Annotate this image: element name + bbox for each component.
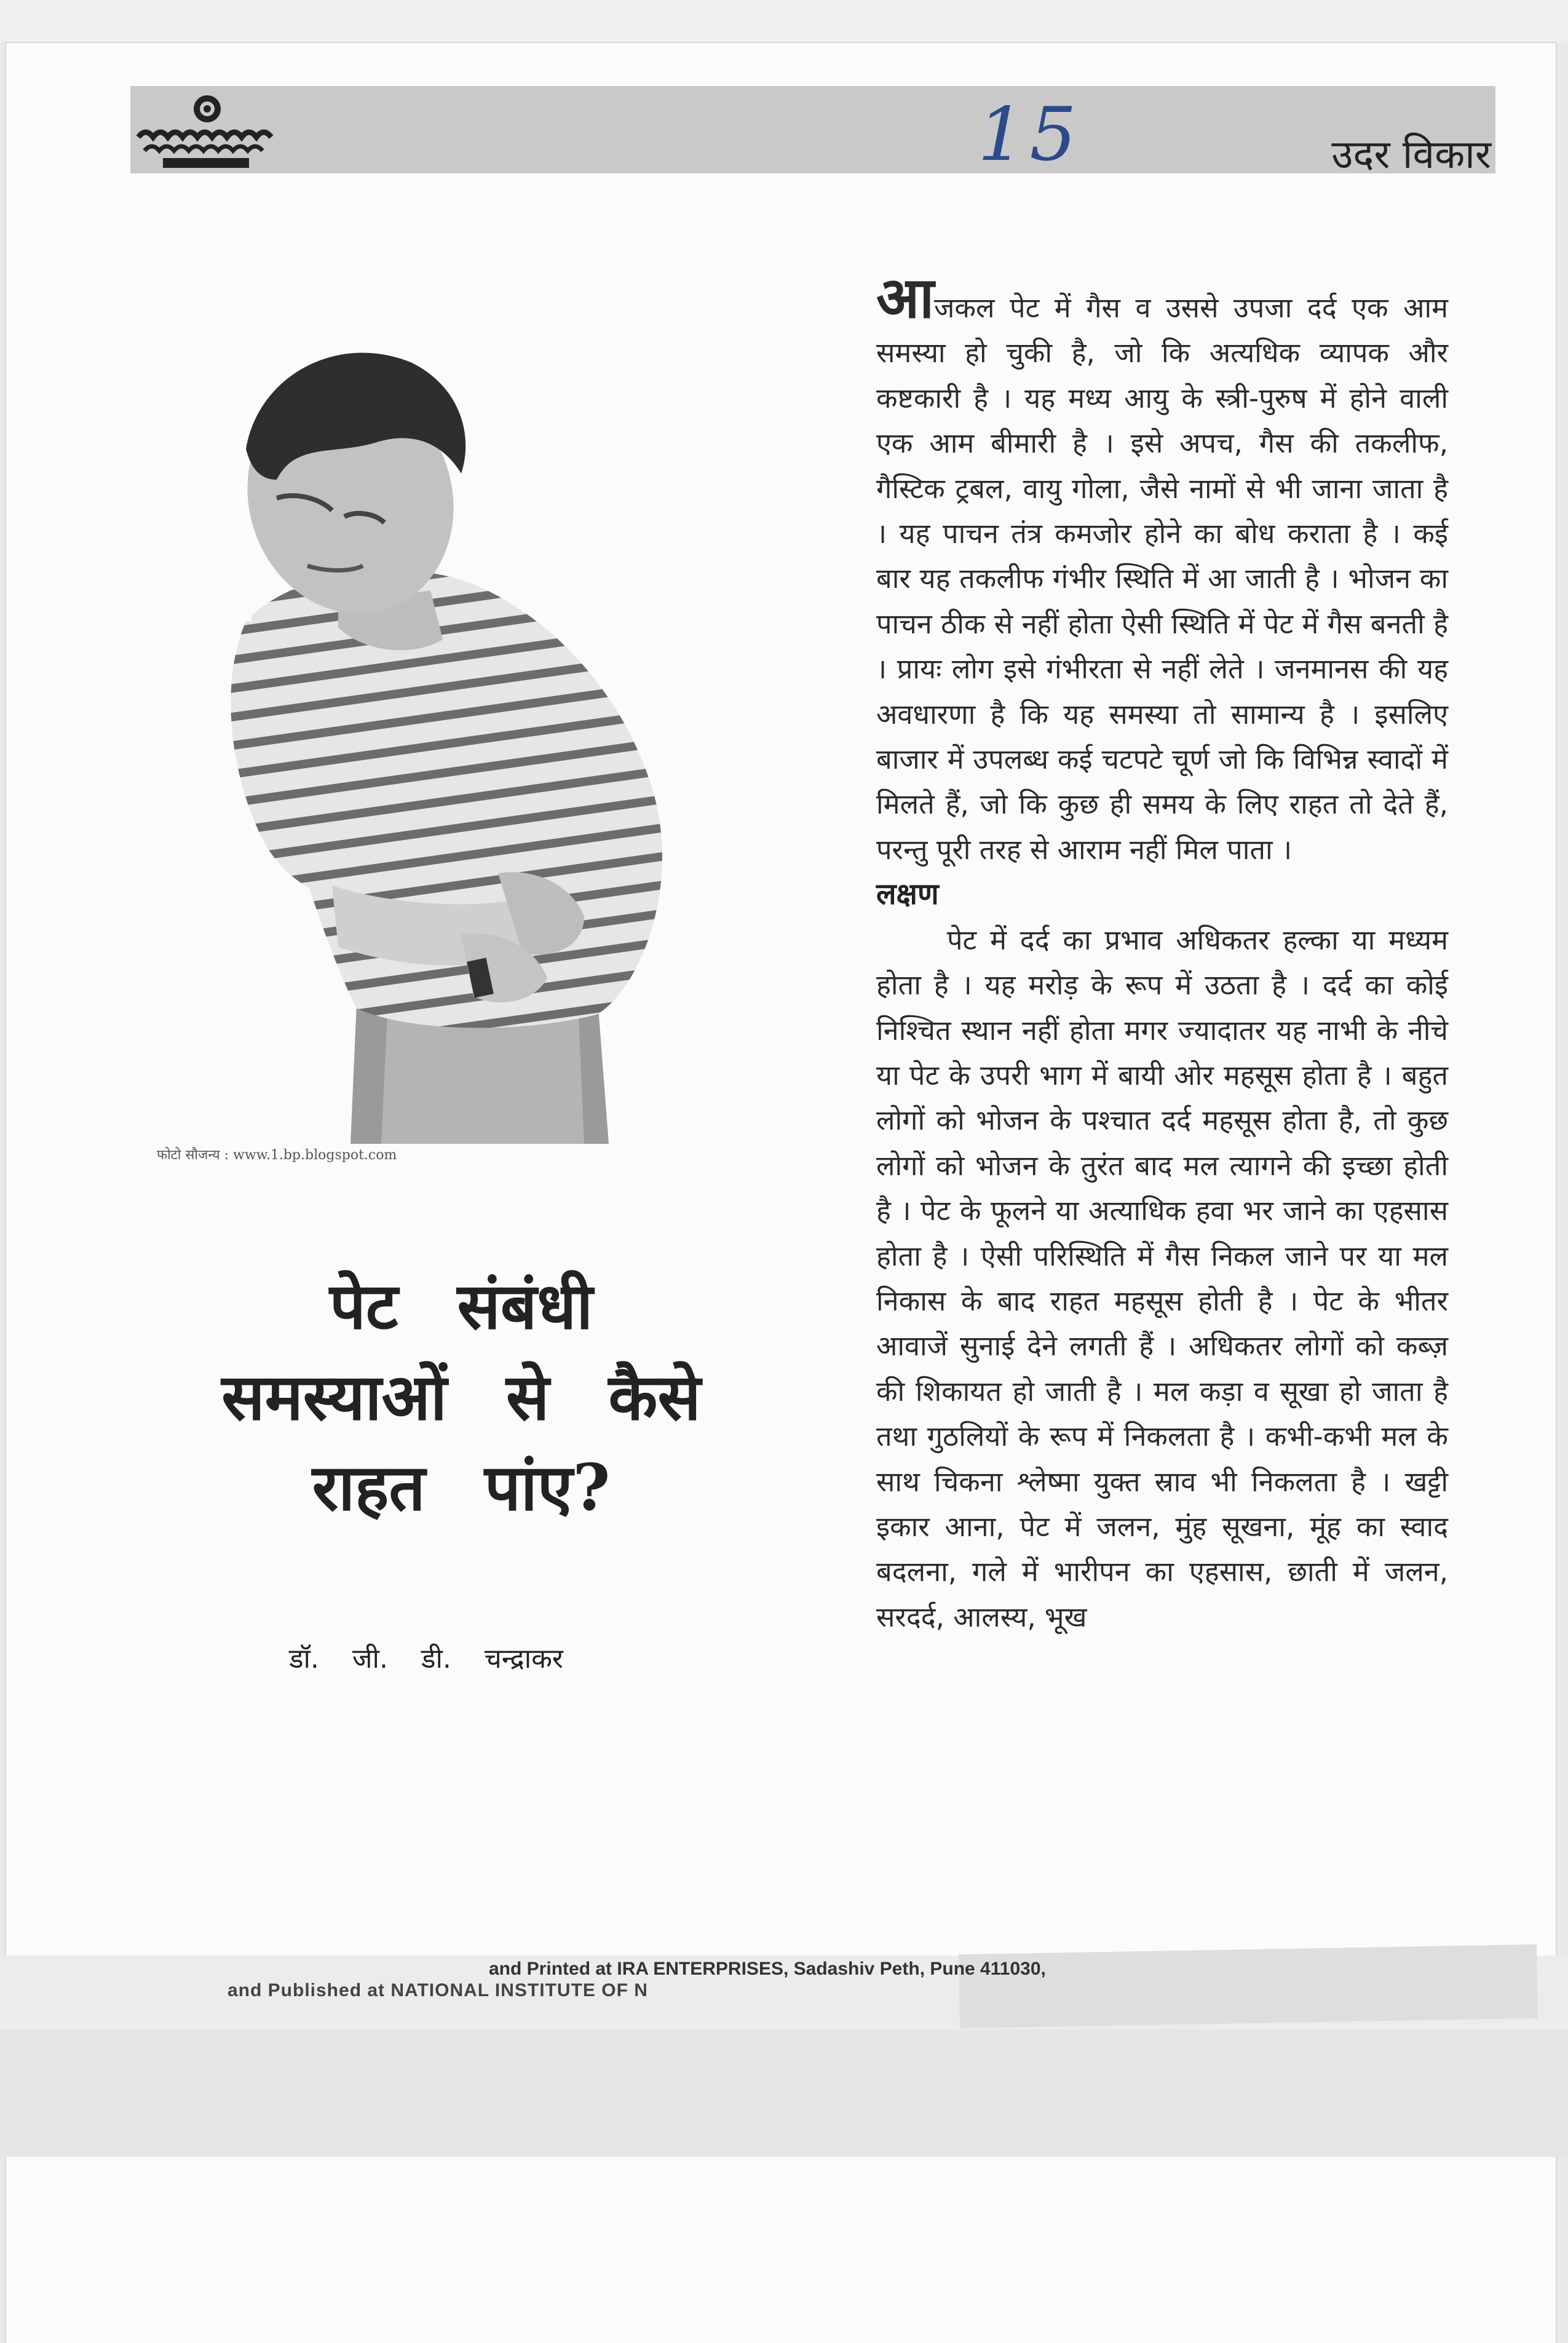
drop-cap: आ [876, 265, 935, 331]
printer-line: and Printed at IRA ENTERPRISES, Sadashiv Peth, Pune 411030, [489, 1959, 1046, 1979]
photo-credit: फोटो सौजन्य : www.1.bp.blogspot.com [157, 1148, 397, 1163]
scan-background-bottom [0, 2029, 1568, 2157]
man-with-stomach-ache-photo [154, 295, 719, 1144]
scan-background-top [0, 0, 1568, 43]
symptoms-paragraph: पेट में दर्द का प्रभाव अधिकतर हल्का या मध्यम होता है । यह मरोड़ के रूप में उठता है । दर्द का कोई निश्चित स्थान नहीं होता मगर ज्यादातर यह नाभी के नीचे या पेट के उपरी भाग में बायी ओर महसूस होता है । बहुत लोगों को भोजन के पश्चात दर्द महसूस होता है, तो कुछ लोगों को भोजन के तुरंत बाद मल त्यागने की इच्छा होती है । पेट के फूलने या अत्याधिक हवा भर जाने का एहसास होता है । ऐसी परिस्थिति में गैस निकल जाने पर या मल निकास के बाद राहत महसूस होती है । पेट के भीतर आवाजें सुनाई देने लगती हैं । अधिकतर लोगों को कब्ज़ की शिकायत हो जाती है । मल कड़ा व सूखा हो जाता है तथा गुठलियों के रूप में निकलता है । कभी-कभी मल के साथ चिकना श्लेष्मा युक्त स्राव भी निकलता है । खट्टी इकार आना, पेट में जलन, मुंह सूखना, मूंह का स्वाद बदलना, गले में भारीपन का एहसास, छाती में जलन, सरदर्द, आलस्य, भूख [876, 923, 1448, 1633]
torn-label-strip [959, 1945, 1538, 2028]
publisher-line: and Published at NATIONAL INSTITUTE OF N [228, 1980, 648, 2000]
section-title: उदर विकार [1331, 132, 1491, 178]
sun-waves-logo-icon [132, 89, 280, 169]
article-body [876, 265, 1448, 1639]
symptoms-heading: लक्षण [876, 877, 939, 912]
article-headline: पेट संबंधी समस्याओं से कैसे राहत पांए? [221, 1268, 701, 1526]
page-number: 15 [978, 92, 1082, 178]
header-band [130, 86, 1495, 173]
intro-text: जकल पेट में गैस व उससे उपजा दर्द एक आम समस्या हो चुकी है, जो कि अत्यधिक व्यापक और कष्टकारी है । यह मध्य आयु के स्त्री-पुरुष में होने वाली एक आम बीमारी है । इसे अपच, गैस की तकलीफ, गैस्टिक ट्रबल, वायु गोला, जैसे नामों से भी जाना जाता है । यह पाचन तंत्र कमजोर होने का बोध कराता है । कई बार यह तकलीफ गंभीर स्थिति में आ जाती है । भोजन का पाचन ठीक से नहीं होता ऐसी स्थिति में पेट में गैस बनती है । प्रायः लोग इसे गंभीरता से नहीं लेते । जनमानस की यह अवधारणा है कि यह समस्या तो सामान्य है । इसलिए बाजार में उपलब्ध कई चटपटे चूर्ण जो कि विभिन्न स्वादों में मिलते हैं, जो कि कुछ ही समय के लिए राहत तो देते हैं, परन्तु पूरी तरह से आराम नहीं मिल पाता । [876, 291, 1448, 866]
author-name: डॉ. जी. डी. चन्द्राकर [289, 1643, 563, 1675]
intro-paragraph [876, 265, 1448, 872]
